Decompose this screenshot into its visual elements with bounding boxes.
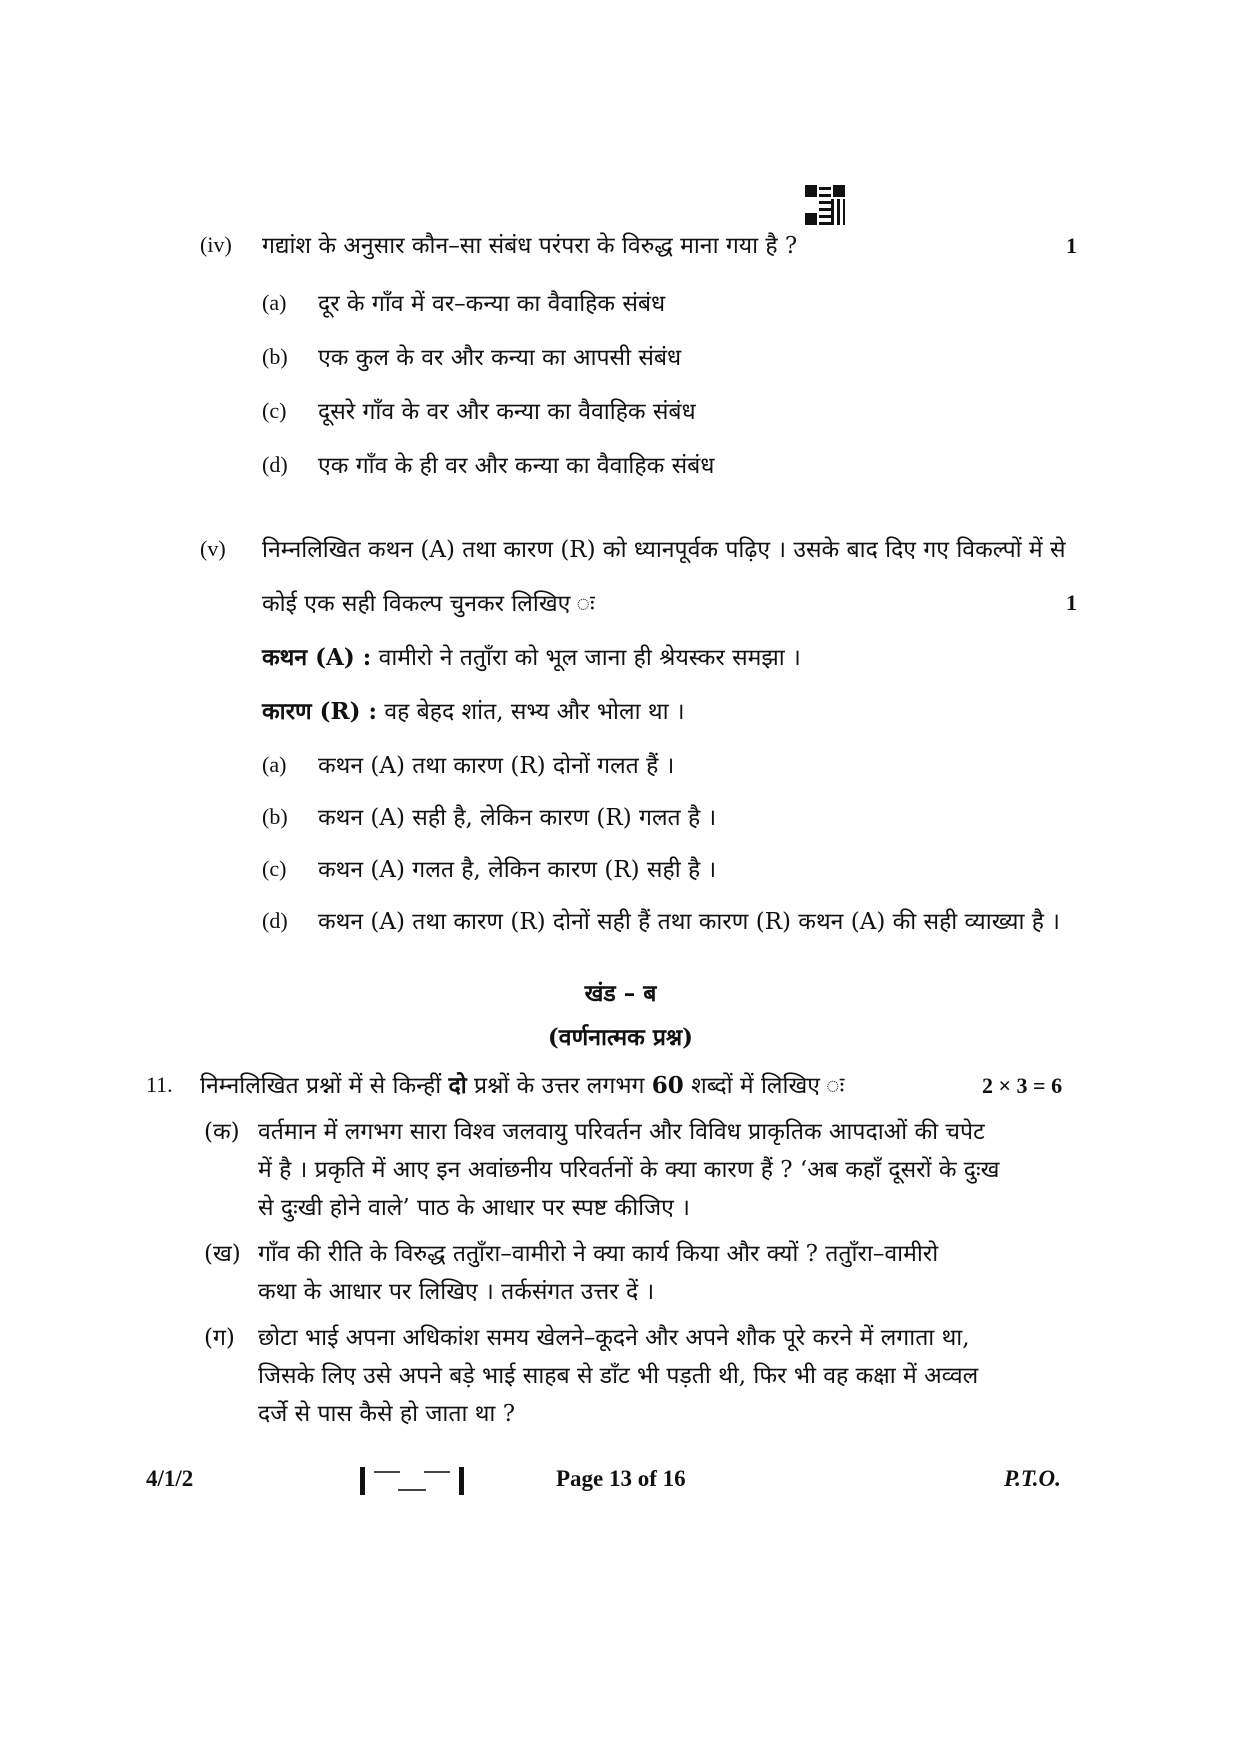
option-text: कथन (A) गलत है, लेकिन कारण (R) सही है । [318, 857, 717, 883]
part-text-line: जिसके लिए उसे अपने बड़े भाई साहब से डाँट भी पड़ती थी, फिर भी वह कक्षा में अव्वल [258, 1363, 979, 1389]
assertion [262, 640, 801, 672]
question-text-line: कोई एक सही विकल्प चुनकर लिखिए ः [262, 591, 595, 617]
page-number: Page 13 of 16 [556, 1466, 686, 1491]
question-text-line: निम्नलिखित कथन (A) तथा कारण (R) को ध्यानपूर्वक पढ़िए । उसके बाद दिए गए विकल्पों में से [262, 537, 1066, 563]
pto: P.T.O. [1004, 1466, 1061, 1491]
part-text-line: वर्तमान में लगभग सारा विश्व जलवायु परिवर्तन और विविध प्राकृतिक आपदाओं की चपेट [258, 1119, 985, 1145]
section-subtitle: (वर्णनात्मक प्रश्न) [547, 1024, 694, 1051]
paper-code: 4/1/2 [146, 1466, 194, 1491]
part-text-line: में है । प्रकृति में आए इन अवांछनीय परिवर्तनों के क्या कारण हैं ? ‘अब कहाँ दूसरों के दुःख [258, 1157, 1000, 1183]
option-text: एक कुल के वर और कन्या का आपसी संबंध [318, 345, 682, 371]
part-text-line: दर्जे से पास कैसे हो जाता था ? [258, 1401, 516, 1427]
option-text: कथन (A) तथा कारण (R) दोनों सही हैं तथा कारण (R) कथन (A) की सही व्याख्या है । [318, 909, 1061, 935]
option-label: (c) [262, 398, 287, 423]
intro-part: प्रश्नों के उत्तर लगभग [474, 1073, 645, 1099]
question-marks: 1 [1066, 233, 1077, 258]
question-marks: 2 × 3 = 6 [982, 1073, 1063, 1098]
option-label: (b) [262, 804, 288, 829]
question-number: (v) [200, 536, 226, 561]
option-label: (d) [262, 908, 288, 933]
qr-code [805, 185, 845, 225]
intro-part: निम्नलिखित प्रश्नों में से किन्हीं [200, 1073, 442, 1099]
reason-text: वह बेहद शांत, सभ्य और भोला था । [384, 699, 685, 725]
part-text-line: गाँव की रीति के विरुद्ध ततुाँरा–वामीरो ने क्या कार्य किया और क्यों ? ततुाँरा–वामीरो [258, 1241, 939, 1267]
option-text: दूसरे गाँव के वर और कन्या का वैवाहिक संबंध [318, 399, 696, 425]
question-marks: 1 [1066, 590, 1077, 615]
intro-part: शब्दों में लिखिए ः [691, 1073, 845, 1099]
option-label: (a) [262, 290, 287, 315]
intro-count: दो [448, 1072, 467, 1099]
assertion-label: कथन (A) : [262, 644, 372, 671]
assertion-text: वामीरो ने ततुाँरा को भूल जाना ही श्रेयस्कर समझा । [378, 645, 801, 671]
option-label: (b) [262, 344, 288, 369]
part-label: (क) [204, 1119, 240, 1145]
intro-words: 60 [651, 1072, 684, 1099]
part-text-line: कथा के आधार पर लिखिए । तर्कसंगत उत्तर दें । [258, 1279, 655, 1305]
option-label: (d) [262, 452, 288, 477]
part-label: (ग) [204, 1325, 235, 1351]
option-text: कथन (A) सही है, लेकिन कारण (R) गलत है । [318, 805, 717, 831]
option-label: (a) [262, 752, 287, 777]
part-text-line: छोटा भाई अपना अधिकांश समय खेलने–कूदने और अपने शौक पूरे करने में लगाता था, [258, 1325, 970, 1351]
question-text: गद्यांश के अनुसार कौन–सा संबंध परंपरा के विरुद्ध माना गया है ? [262, 233, 798, 259]
section-title: खंड – ब [584, 980, 657, 1007]
question-intro [200, 1068, 844, 1100]
option-text: एक गाँव के ही वर और कन्या का वैवाहिक संबंध [318, 453, 715, 479]
part-text-line: से दुःखी होने वाले’ पाठ के आधार पर स्पष्ट कीजिए । [258, 1195, 690, 1221]
question-number: (iv) [200, 232, 232, 257]
option-text: दूर के गाँव में वर–कन्या का वैवाहिक संबंध [318, 291, 666, 317]
part-label: (ख) [204, 1241, 241, 1267]
barcode [360, 1467, 464, 1495]
option-text: कथन (A) तथा कारण (R) दोनों गलत हैं । [318, 753, 675, 779]
reason-label: कारण (R) : [262, 698, 378, 725]
question-number: 11. [146, 1072, 173, 1097]
reason [262, 694, 685, 726]
option-label: (c) [262, 856, 287, 881]
